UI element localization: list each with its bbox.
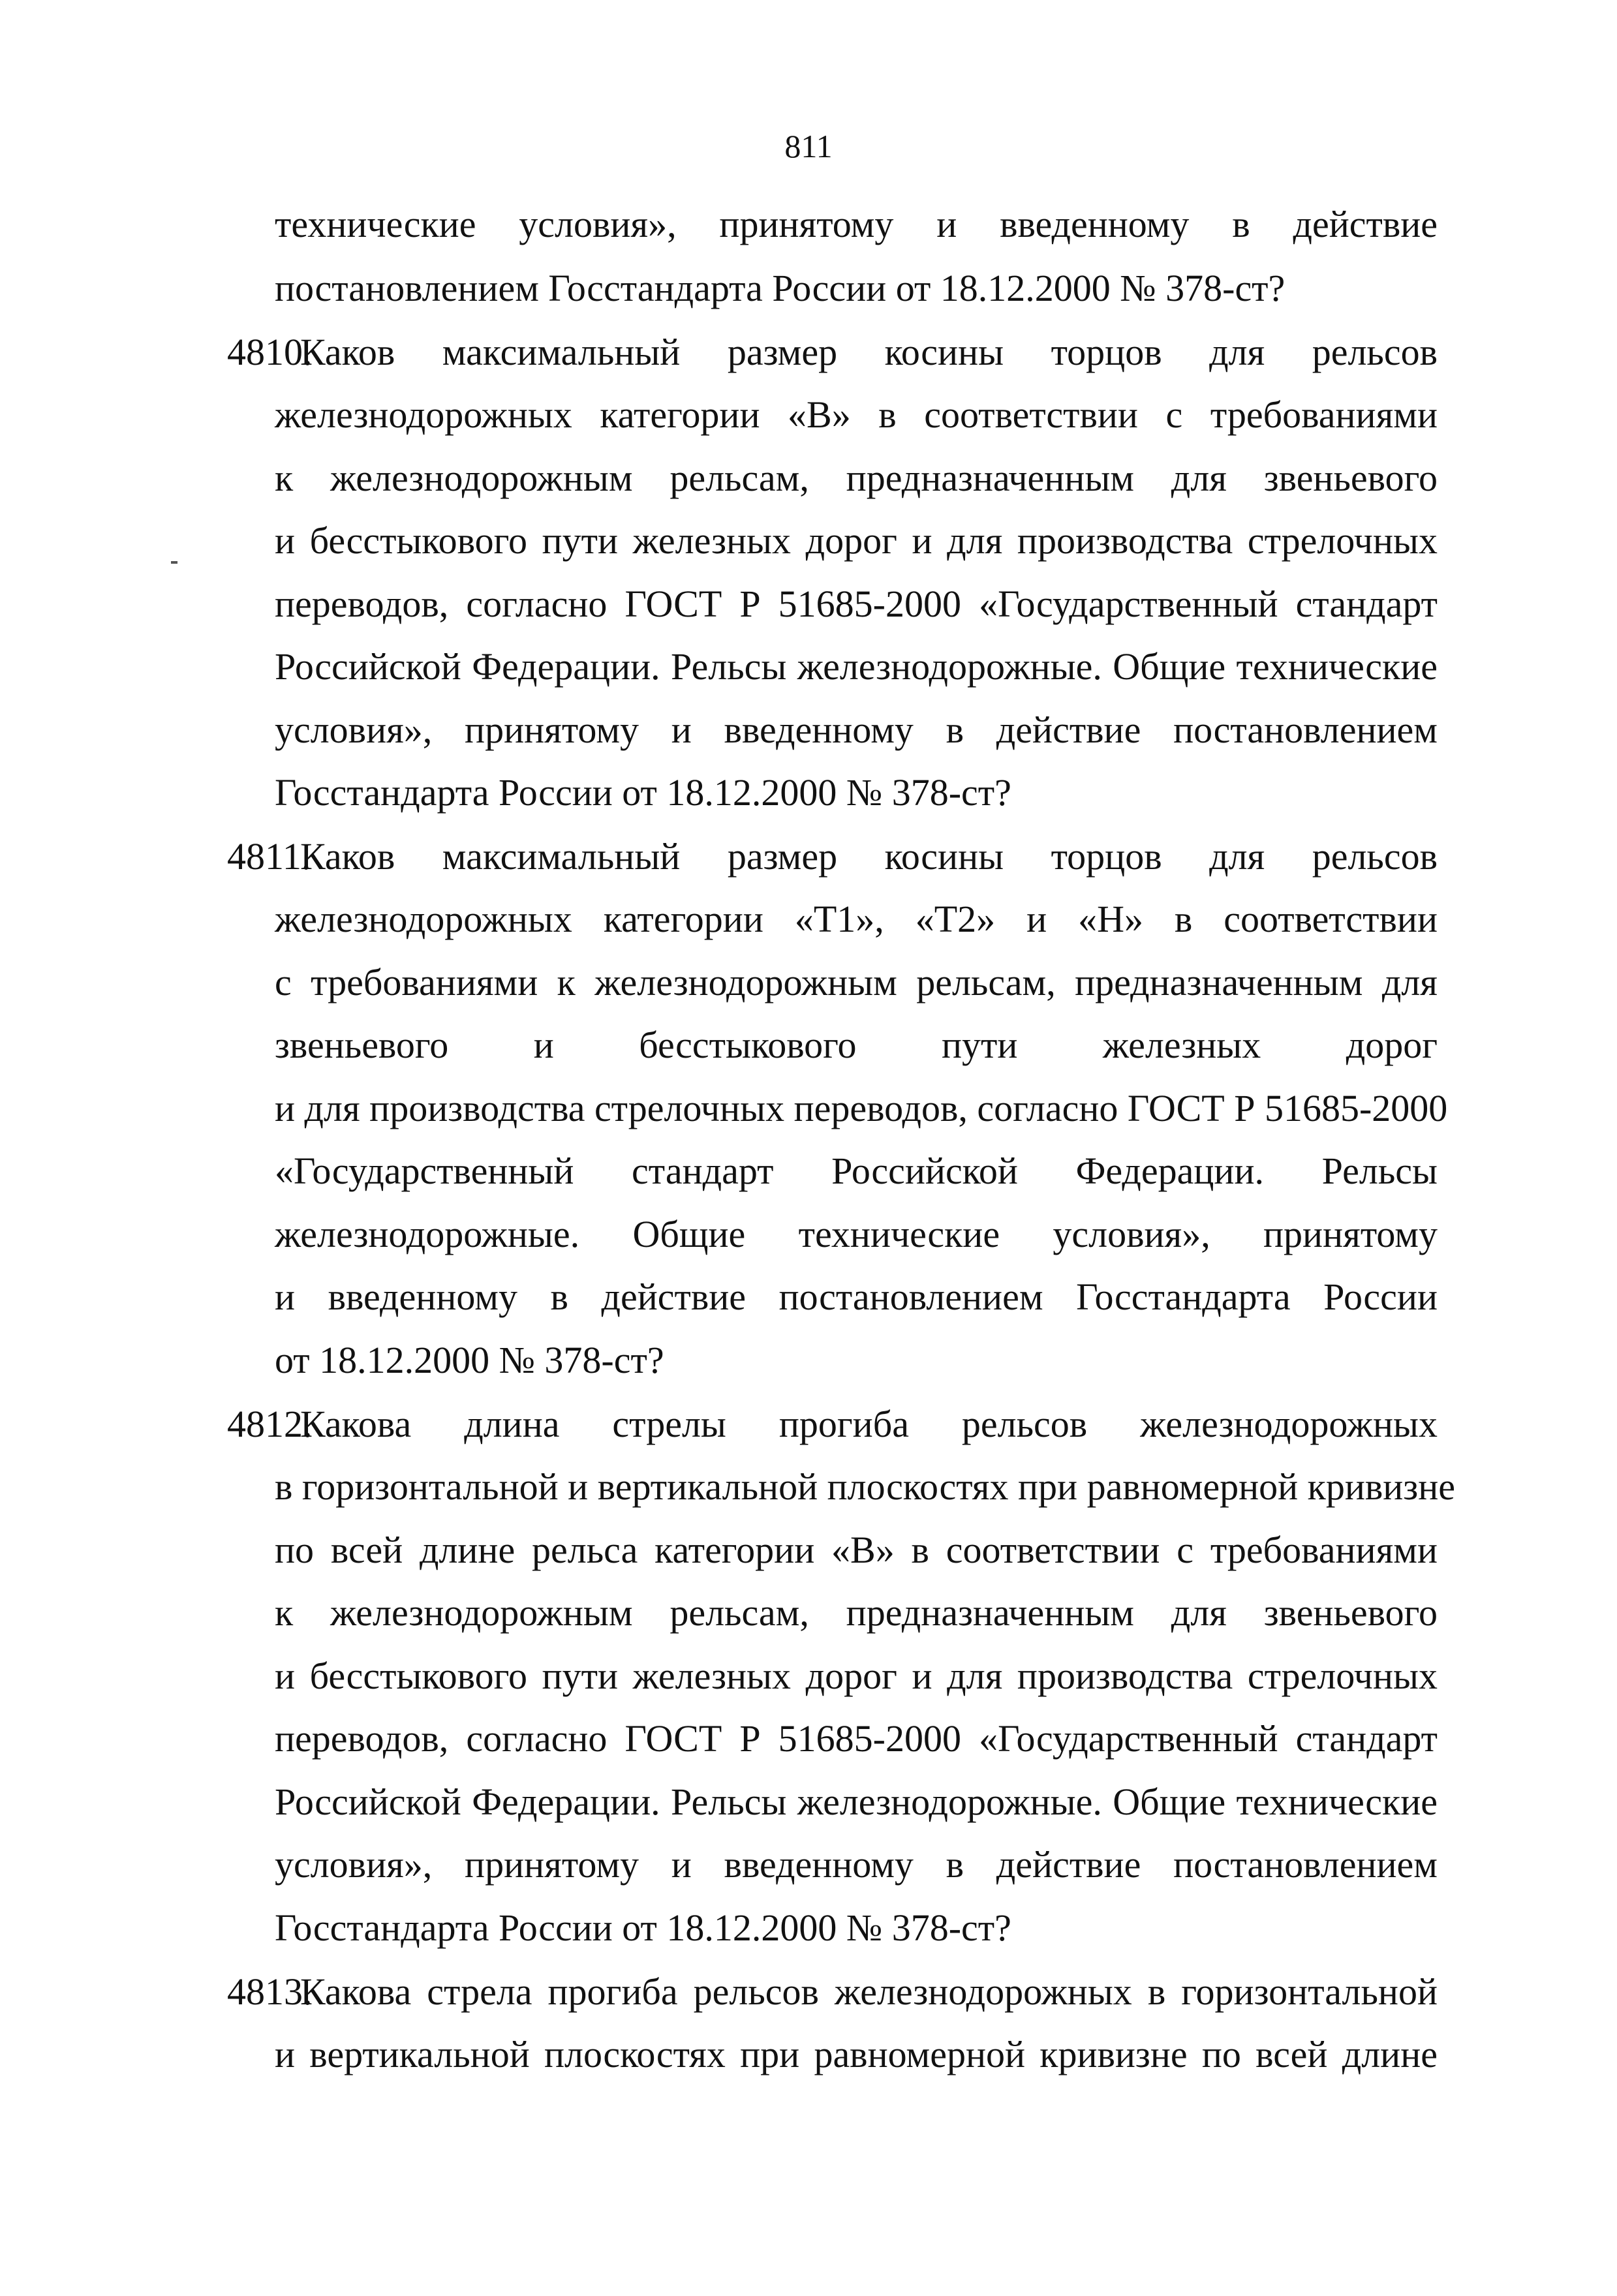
text-line: Каков максимальный размер косины торцов для рельсов: [300, 835, 1438, 878]
text-line: переводов, согласно ГОСТ Р 51685-2000 «Государственный стандарт: [275, 583, 1438, 625]
text-line: железнодорожные. Общие технические условия», принятому: [275, 1213, 1438, 1255]
text-line: Каков максимальный размер косины торцов для рельсов: [300, 331, 1438, 373]
page-number: 811: [784, 128, 833, 164]
text-line: по всей длине рельса категории «В» в соответствии с требованиями: [275, 1529, 1438, 1571]
question-number: 4811.: [227, 835, 311, 878]
text-line: железнодорожных категории «В» в соответствии с требованиями: [275, 393, 1438, 436]
question-4810-first-line: [227, 329, 1438, 376]
text-line: Какова стрела прогиба рельсов железнодорожных в горизонтальной: [300, 1970, 1438, 2013]
text-line: и введенному в действие постановлением Госстандарта России: [275, 1276, 1438, 1318]
text-line: и бесстыкового пути железных дорог и для производства стрелочных: [275, 1655, 1438, 1697]
text-line: и для производства стрелочных переводов, согласно ГОСТ Р 51685-2000: [275, 1087, 1448, 1129]
text-line: Госстандарта России от 18.12.2000 № 378-ст?: [275, 1906, 1011, 1949]
text-line: к железнодорожным рельсам, предназначенным для звеньевого: [275, 457, 1438, 499]
text-line: переводов, согласно ГОСТ Р 51685-2000 «Государственный стандарт: [275, 1717, 1438, 1760]
question-number: 4812.: [227, 1403, 313, 1445]
text-line: Какова длина стрелы прогиба рельсов железнодорожных: [300, 1403, 1438, 1445]
text-line: «Государственный стандарт Российской Федерации. Рельсы: [275, 1150, 1438, 1192]
text-line: технические условия», принятому и введенному в действие: [275, 203, 1438, 245]
text-line: железнодорожных категории «Т1», «Т2» и «Н» в соответствии: [275, 898, 1438, 940]
text-line: к железнодорожным рельсам, предназначенным для звеньевого: [275, 1591, 1438, 1634]
text-line: звеньевого и бесстыкового пути железных дорог: [275, 1024, 1438, 1066]
text-line: условия», принятому и введенному в действие постановлением: [275, 1843, 1438, 1886]
text-line: и вертикальной плоскостях при равномерной кривизне по всей длине: [275, 2033, 1438, 2075]
text-line: в горизонтальной и вертикальной плоскостях при равномерной кривизне: [275, 1465, 1455, 1508]
text-line: условия», принятому и введенному в действие постановлением: [275, 709, 1438, 751]
question-4813-first-line: [227, 1968, 1438, 2015]
text-line: постановлением Госстандарта России от 18.12.2000 № 378-ст?: [275, 267, 1286, 309]
question-4811-first-line: [227, 833, 1438, 880]
text-line: с требованиями к железнодорожным рельсам, предназначенным для: [275, 961, 1438, 1003]
text-line: Российской Федерации. Рельсы железнодорожные. Общие технические: [275, 645, 1438, 688]
text-line: и бесстыкового пути железных дорог и для производства стрелочных: [275, 519, 1438, 562]
margin-mark: [171, 561, 177, 564]
question-4812-first-line: [227, 1401, 1438, 1448]
question-number: 4810.: [227, 331, 313, 373]
text-line: от 18.12.2000 № 378-ст?: [275, 1339, 664, 1381]
text-line: Российской Федерации. Рельсы железнодорожные. Общие технические: [275, 1781, 1438, 1823]
question-number: 4813.: [227, 1970, 313, 2013]
text-line: Госстандарта России от 18.12.2000 № 378-ст?: [275, 771, 1011, 814]
